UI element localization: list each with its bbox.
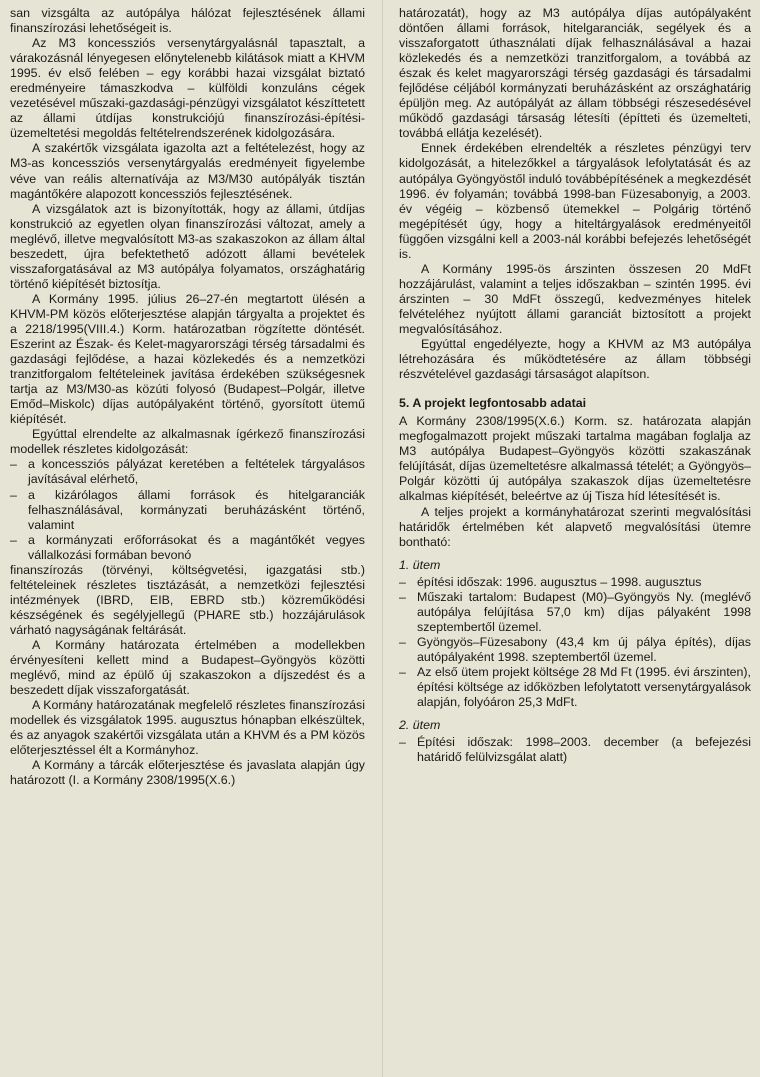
- paragraph: A Kormány 2308/1995(X.6.) Korm. sz. határozata alapján megfogalmazott projekt műszaki tartalma magában foglalja az M3 autópálya Budapest–Gyöngyös közötti szakaszának felújítását, díjas üzemeltetésre alkalmassá tételét; a Gyöngyös–Polgár közötti új autópálya szakaszok díjas üzemeltetésre alkalmas kiépítését, beleértve az új Tisza híd létesítését is.: [399, 414, 751, 504]
- paragraph: finanszírozás (törvényi, költségvetési, igazgatási stb.) feltételeinek részletes tisztázását, a nemzetközi fejlesztési intézmények (IBRD, EIB, EBRD stb.) közreműködési készségének és segélyjellegű (PHARE stb.) hozzájárulások várható nagyságának feltárását.: [10, 562, 365, 637]
- paragraph: határozatát), hogy az M3 autópálya díjas autópályaként döntően állami források, hitelgaranciák, segélyek és a visszaforgatott úthasználati díjak felhasználásával a hazai közlekedés és a nemzetközi tranzitforgalom, a továbbá az észak és kelet magyarországi térség gazdasági és társadalmi fejlődése céljából kormányzati beruházásként az országhatárig épüljön meg. Az autópályát az állam többségi részesedésével működő gazdasági társaság létesíti (építteti és üzemelteti, továbbá ellátja kezelését).: [399, 6, 751, 141]
- paragraph: A Kormány határozatának megfelelő részletes finanszírozási modellek és vizsgálatok 1995. augusztus hónapban elkészültek, és az anyagok szakértői vizsgálata után a KHVM és a PM közös előterjesztéssel élt a Kormányhoz.: [10, 698, 365, 758]
- stage-title: 2. ütem: [399, 718, 441, 733]
- model-list: [10, 457, 365, 562]
- column-divider: [382, 0, 383, 1077]
- paragraph: A teljes projekt a kormányhatározat szerinti megvalósítási határidők értelmében két alapvető megvalósítási ütemre bontható:: [399, 504, 751, 549]
- list-item: – építési időszak: 1996. augusztus – 1998. augusztus: [399, 575, 751, 590]
- left-column: [10, 6, 365, 788]
- stage2-list: [399, 735, 751, 765]
- right-column: [399, 6, 751, 765]
- paragraph: Egyúttal engedélyezte, hogy a KHVM az M3 autópálya létrehozására és működtetésére az állam többségi részvételével gazdasági társaságot alapítson.: [399, 337, 751, 382]
- paragraph: A Kormány 1995-ös árszinten összesen 20 MdFt hozzájárulást, valamint a teljes időszakban – szintén 1995. évi árszinten – 30 MdFt összegű, kedvezményes hitelek felvételéhez nyújtott állami garanciát biztosított a projekt megvalósításához.: [399, 261, 751, 336]
- list-item: – Az első ütem projekt költsége 28 Md Ft (1995. évi árszinten), építési költsége az időközben lefolytatott versenytárgyalások alapján, folyóáron 25,3 MdFt.: [399, 665, 751, 710]
- paragraph: A Kormány 1995. július 26–27-én megtartott ülésén a KHVM-PM közös előterjesztése alapján tárgyalta a projektet és a 2218/1995(VIII.4.) Korm. határozatban rögzítette döntését. Eszerint az Észak- és Kelet-magyarországi térség társadalmi és gazdasági fejlődése, a hazai közlekedés és a nemzetközi tranzitforgalom feltételeinek javítása érdekében szükségesnek tartja az M3/M30-as közúti folyosó (Budapest–Polgár, illetve Emőd–Miskolc) díjas autópályaként történő, gyorsított ütemű kiépítését.: [10, 291, 365, 427]
- list-item: – Műszaki tartalom: Budapest (M0)–Gyöngyös Ny. (meglévő autópálya felújítása 57,0 km) díjas pályaként 1998 szeptembertől üzemel.: [399, 590, 751, 635]
- paragraph: A Kormány a tárcák előterjesztése és javaslata alapján úgy határozott (I. a Kormány 2308/1995(X.6.): [10, 758, 365, 788]
- paragraph: Ennek érdekében elrendelték a részletes pénzügyi terv kidolgozását, a hitelezőkkel a tárgyalások lefolytatását és az autópálya Gyöngyöstől induló továbbépítésének a megkezdését 1996. év folyamán; továbbá 1998-ban Füzesabonyig, a 2003. év végéig – közbenső ütemekkel – Polgárig történő megépítését úgy, hogy a hiteltárgyalások eredményeitől függően vizsgálni kell a 2003-nál korábbi befejezés lehetőségét is.: [399, 141, 751, 261]
- list-item: – a kizárólagos állami források és hitelgaranciák felhasználásával, kormányzati beruházásként történő, valamint: [10, 488, 365, 533]
- list-item: – a koncessziós pályázat keretében a feltételek tárgyalásos javításával elérhető,: [10, 457, 365, 487]
- paragraph: Az M3 koncessziós versenytárgyalásnál tapasztalt, a várakozásnál lényegesen előnytelenebb kilátások miatt a KHVM 1995. év első felében – egy korábbi hazai vizsgálat biztató eredményeire támaszkodva – külföldi konzuláns cégek vezetésével műszaki-gazdasági-pénzügyi vizsgálatot készíttetett az állami útdíjas konstrukciójú finanszírozási-építési-üzemeltetési megoldás feltételrendszerének kidolgozására.: [10, 36, 365, 141]
- paragraph: A vizsgálatok azt is bizonyították, hogy az állami, útdíjas konstrukció az egyetlen olyan finanszírozási változat, amely a meglévő, illetve megvalósított M3-as szakaszokon az állam által beszedett, újra befektethető adózott állami bevételek visszaforgatásával az M3 autópálya folyamatos, országhatárig történő kiépítését biztosítja.: [10, 201, 365, 291]
- paragraph: san vizsgálta az autópálya hálózat fejlesztésének állami finanszírozási lehetőségeit is.: [10, 6, 365, 36]
- stage1-list: [399, 575, 751, 710]
- section-heading: 5. A projekt legfontosabb adatai: [399, 396, 587, 411]
- paragraph: A Kormány határozata értelmében a modellekben érvényesíteni kellett mind a Budapest–Gyöngyös közötti meglévő, mind az épülő új szakaszokon a díjszedést és a beszedett díjak visszaforgatását.: [10, 637, 365, 698]
- list-item: – Gyöngyös–Füzesabony (43,4 km új pálya építés), díjas autópályaként 1998. szeptembertől üzemel.: [399, 635, 751, 665]
- stage-title: 1. ütem: [399, 557, 441, 572]
- paragraph: Egyúttal elrendelte az alkalmasnak ígérkező finanszírozási modellek részletes kidolgozását:: [10, 427, 365, 457]
- list-item: – a kormányzati erőforrásokat és a magántőkét vegyes vállalkozási formában bevonó: [10, 533, 365, 563]
- paragraph: A szakértők vizsgálata igazolta azt a feltételezést, hogy az M3-as koncessziós versenytárgyalás eredményeit figyelembe véve van reális alternatívája az M3/M30 autópályák tisztán magántőkére alapozott koncessziós fejlesztésének.: [10, 141, 365, 201]
- list-item: – Építési időszak: 1998–2003. december (a befejezési határidő felülvizsgálat alatt): [399, 735, 751, 765]
